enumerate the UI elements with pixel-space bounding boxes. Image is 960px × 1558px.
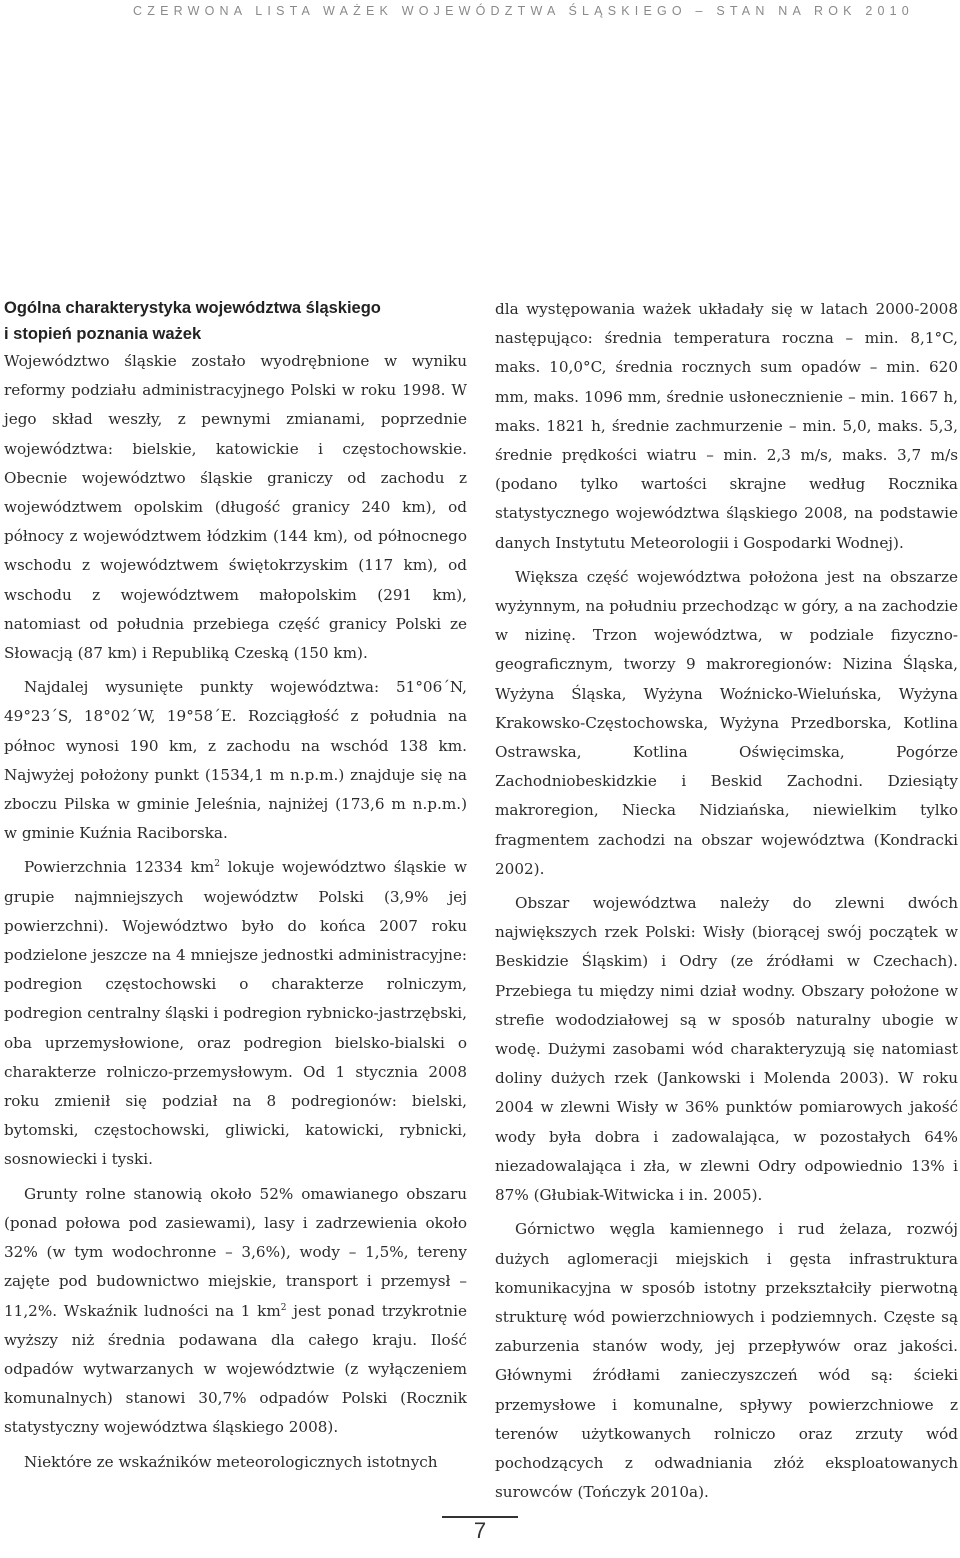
text-run: Powierzchnia 12334 km [24,858,215,877]
right-column [495,295,958,1507]
paragraph: Województwo śląskie zostało wyodrębnione w wyniku reformy podziału administracyjnego Polski w roku 1998. W jego skład weszły, z pewnymi zmianami, poprzednie województwa: bielskie, katowickie i częstochowskie. Obecnie województwo śląskie graniczy od zachodu z województwem opolskim (długość granicy 240 km), od północy z województwem łódzkim (144 km), od północnego wschodu z województwem świętokrzyskim (117 km), od wschodu z województwem małopolskim (291 km), natomiast od południa przebiega część granicy Polski ze Słowacją (87 km) i Republiką Czeską (150 km). [4,352,467,663]
paragraph: Niektóre ze wskaźników meteorologicznych istotnych [24,1452,438,1471]
paragraph: dla występowania ważek układały się w latach 2000-2008 następująco: średnia temperatura roczna – min. 8,1°C, maks. 10,0°C, średnia rocznych sum opadów – min. 620 mm, maks. 1096 mm, średnie usłonecznienie – min. 1667 h, maks. 1821 h, średnie zachmurzenie – min. 5,0, maks. 5,3, średnie prędkości wiatru – min. 2,3 m/s, maks. 3,7 m/s (podano tylko wartości skrajne według Rocznika statystycznego województwa śląskiego 2008, na podstawie danych Instytutu Meteorologii i Gospodarki Wodnej). [495,300,958,552]
paragraph: Górnictwo węgla kamiennego i rud żelaza, rozwój dużych aglomeracji miejskich i gęsta infrastruktura komunikacyjna w sposób istotny przekształciły pierwotną strukturę wód powierzchniowych i podziemnych. Częste są zaburzenia stanów wody, jej przepływów oraz jakości. Głównymi źródłami zanieczyszczeń wód są: ścieki przemysłowe i komunalne, spływy powierzchniowe z terenów użytkowanych rolniczo oraz zrzuty wód pochodzących z odwadniania złóż eksploatowanych surowców (Tończyk 2010a). [495,1220,958,1502]
paragraph: Najdalej wysunięte punkty województwa: 51°06´N, 49°23´S, 18°02´W, 19°58´E. Rozciągłość z południa na północ wynosi 190 km, z zachodu na wschód 138 km. Najwyżej położony punkt (1534,1 m n.p.m.) znajduje się na zboczu Pilska w gminie Jeleśnia, najniżej (173,6 m n.p.m.) w gminie Kuźnia Raciborska. [4,678,467,843]
text-run: jest ponad trzykrotnie wyższy niż średnia podawana dla całego kraju. Ilość odpadów wytwarzanych w województwie (z wyłączeniem komunalnych) stanowi 30,7% odpadów Polski (Rocznik statystyczny województwa śląskiego 2008). [4,1301,467,1437]
text-run: lokuje województwo śląskie w grupie najmniejszych województw Polski (3,9% jej powierzchni). Województwo było do końca 2007 roku podzielone jeszcze na 4 mniejsze jednostki administracyjne: podregion częstochowski o charakterze rolniczym, podregion centralny śląski i podregion rybnicko-jastrzębski, oba uprzemysłowione, oraz podregion bielsko-bialski o charakterze rolniczo-przemysłowym. Od 1 stycznia 2008 roku zmienił się podział na 8 podregionów: bielski, bytomski, częstochowski, gliwicki, katowicki, rybnicki, sosnowiecki i tyski. [4,858,467,1169]
superscript: 2 [214,859,220,870]
page-number: 7 [473,1518,487,1543]
superscript: 2 [280,1302,287,1313]
section-heading-line1: Ogólna charakterystyka województwa śląskiego [4,299,381,317]
section-heading-line2: i stopień poznania ważek [4,325,202,343]
text-run: Grunty rolne stanowią około 52% omawianego obszaru (ponad połowa pod zasiewami), lasy i zadrzewienia około 32% (w tym wodochronne – 3,6%), wody – 1,5%, tereny zajęte pod budownictwo miejskie, transport i przemysł – 11,2%. Wskaźnik ludności na 1 km [4,1184,467,1320]
paragraph: Większa część województwa położona jest na obszarze wyżynnym, na południu przechodząc w góry, a na zachodzie w nizinę. Trzon województwa, w podziale fizyczno-geograficznym, tworzy 9 makroregionów: Nizina Śląska, Wyżyna Śląska, Wyżyna Woźnicko-Wieluńska, Wyżyna Krakowsko-Częstochowska, Wyżyna Przedborska, Kotlina Ostrawska, Kotlina Oświęcimska, Pogórze Zachodniobeskidzkie i Beskid Zachodni. Dziesiąty makroregion, Niecka Nidziańska, niewielkim tylko fragmentem zachodzi na obszar województwa (Kondracki 2002). [495,567,958,878]
paragraph: Obszar województwa należy do zlewni dwóch największych rzek Polski: Wisły (biorącej swój początek w Beskidzie Śląskim) i Odry (ze źródłami w Czechach). Przebiega tu między nimi dział wodny. Obszary położone w strefie wododziałowej są w sposób naturalny ubogie w wodę. Dużymi zasobami wód charakteryzują się natomiast doliny dużych rzek (Jankowski i Molenda 2003). W roku 2004 w zlewni Wisły w 36% punktów pomiarowych jakość wody była dobra i zadowalająca, w pozostałych 64% niezadowalająca i zła, w zlewni Odry odpowiednio 13% i 87% (Głubiak-Witwicka i in. 2005). [495,894,958,1205]
left-column [4,295,467,1477]
running-header: CZERWONA LISTA WAŻEK WOJEWÓDZTWA ŚLĄSKIEGO – STAN NA ROK 2010 [133,4,914,18]
paragraph [4,1180,467,1443]
section-heading [4,295,467,347]
paragraph [4,853,467,1174]
